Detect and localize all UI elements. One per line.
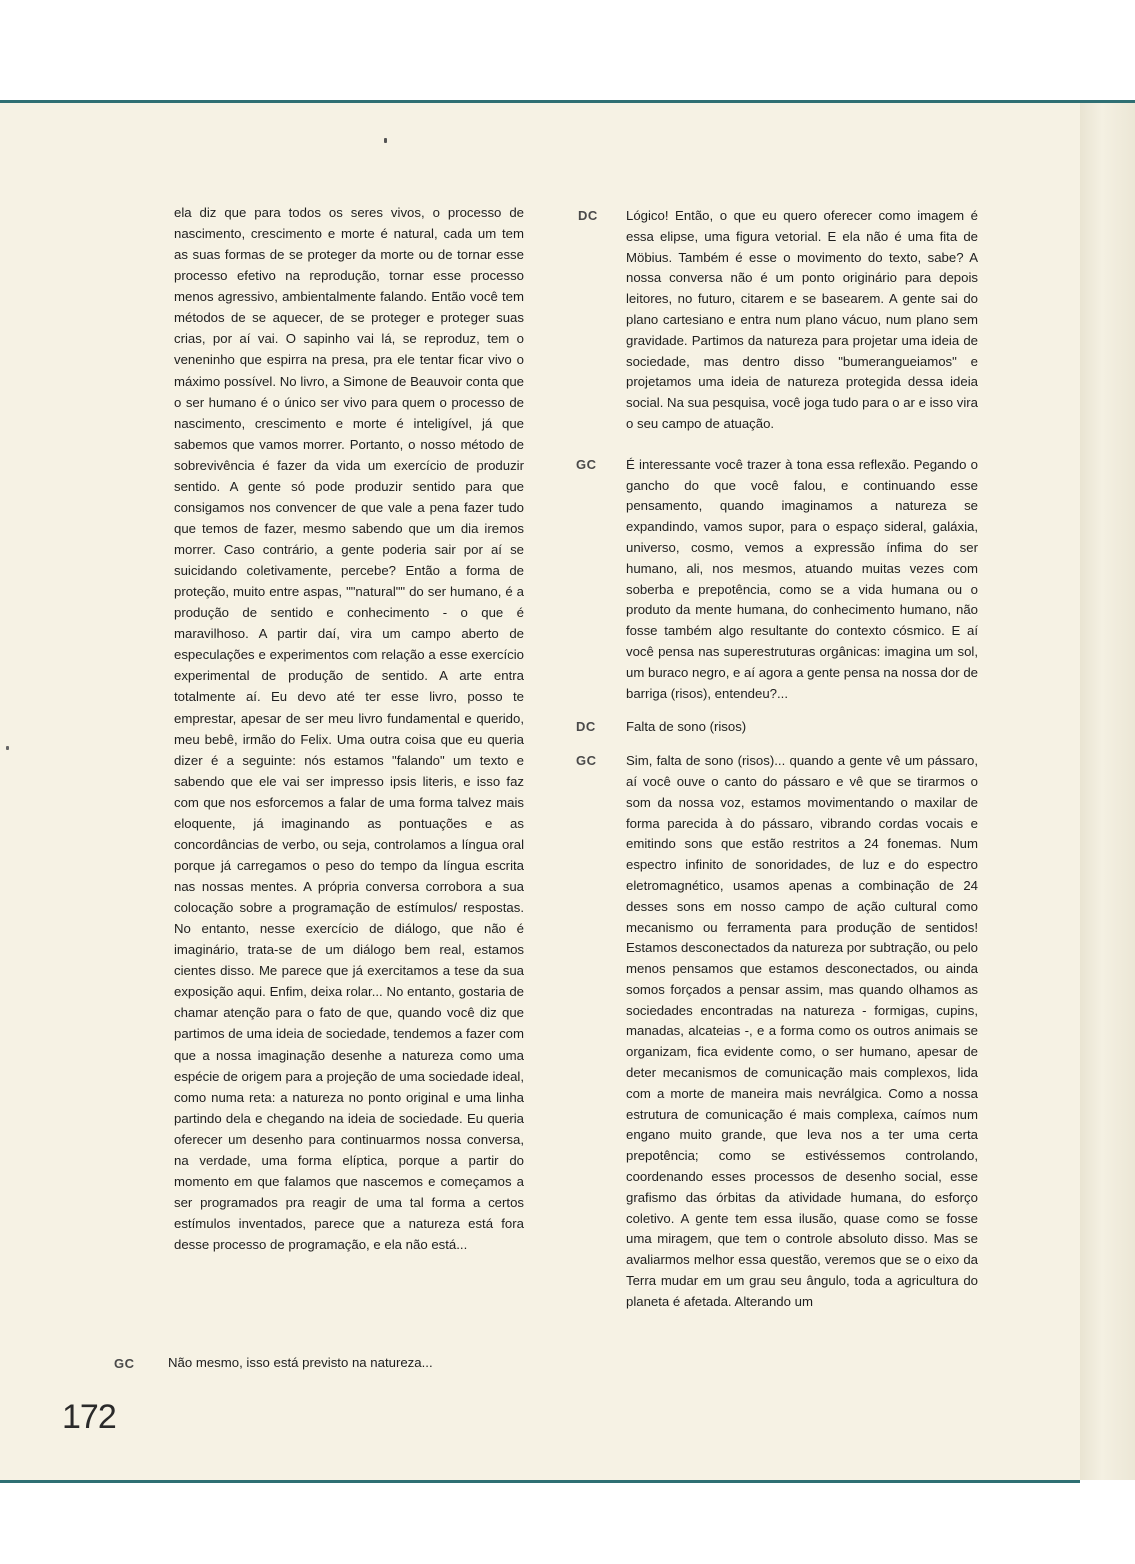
dialogue-text: Falta de sono (risos) <box>626 719 747 735</box>
page-number: 172 <box>62 1398 116 1436</box>
dialogue-text: Lógico! Então, o que eu quero oferecer como imagem é essa elipse, uma figura vetorial. E ela não é uma fita de Möbius. Também é esse o movimento do texto, sabe? A nossa conversa não é um ponto originário para depois leitores, no futuro, citarem e se basearem. A gente sai do plano cartesiano e entra num plano vácuo, num plano sem gravidade. Partimos da natureza para projetar uma ideia de sociedade, mas dentro disso "bumerangueiamos" e projetamos uma ideia de natureza protegida dessa ideia social. Na sua pesquisa, você joga tudo para o ar e isso vira o seu campo de atuação. <box>626 208 978 431</box>
speaker-label: DC <box>578 208 598 223</box>
bottom-rule <box>0 1480 1080 1483</box>
speaker-label: GC <box>576 753 597 768</box>
print-speck <box>6 746 9 750</box>
right-column <box>626 206 978 1333</box>
dialogue-block <box>626 751 978 1313</box>
print-speck <box>384 138 387 143</box>
left-final-line: Não mesmo, isso está previsto na natureza... <box>168 1355 433 1370</box>
dialogue-block <box>626 206 978 435</box>
dialogue-text: Sim, falta de sono (risos)... quando a gente vê um pássaro, aí você ouve o canto do pássaro e vê que se tirarmos o som da nossa voz, estamos movimentando o maxilar de forma parecida à do pássaro, vibrando cordas vocais e emitindo sons que estão restritos a 24 fonemas. Num espectro infinito de sonoridades, de luz e do espectro eletromagnético, usamos apenas a combinação de 24 desses sons em nosso campo de ação cultural como mecanismo ou ferramenta para produção de sentidos! Estamos desconectados da natureza por subtração, ou pelo menos pensamos que estamos desconectados, ou ainda somos forçados a pensar assim, mas quando olhamos as sociedades encontradas na natureza - formigas, cupins, manadas, alcateias -, e a forma como os outros animais se organizam, fica evidente como, o ser humano, apesar de deter mecanismos de comunicação mais complexos, lida com a morte de maneira mais nevrálgica. Como a nossa estrutura de comunicação é mais complexa, caímos num engano muito grande, que leva nos a ter uma certa prepotência; como se estivéssemos controlando, coordenando esses processos de desenho social, esse grafismo das órbitas da atividade humana, do esforço coletivo. A gente tem essa ilusão, quase como se fosse uma miragem, que tem o controle absoluto disso. Mas se avaliarmos melhor essa questão, veremos que se o eixo da Terra mudar em um grau seu ângulo, toda a agricultura do planeta é afetada. Alterando um <box>626 753 978 1309</box>
page-edge <box>1080 103 1135 1480</box>
dialogue-block <box>626 717 978 738</box>
speaker-label: GC <box>576 457 597 472</box>
speaker-label: GC <box>114 1356 135 1371</box>
speaker-label: DC <box>576 719 596 734</box>
left-column-text: ela diz que para todos os seres vivos, o processo de nascimento, crescimento e morte é natural, cada um tem as suas formas de se proteger da morte ou de tornar esse processo efetivo na reprodução, tornar esse processo menos agressivo, ambientalmente falando. Então você tem métodos de se aquecer, de se proteger e proteger suas crias, por aí vai. O sapinho vai lá, se reproduz, tem o veneninho que espirra na presa, pra ele tentar ficar vivo o máximo possível. No livro, a Simone de Beauvoir conta que o ser humano é o único ser vivo para quem o processo de nascimento, crescimento e morte é inteligível, já que sabemos que vamos morrer. Portanto, o nosso método de sobrevivência é fazer da vida um exercício de produzir sentido. A gente só pode produzir sentido para que consigamos nos convencer de que vale a pena fazer tudo que temos de fazer, mesmo sabendo que um dia iremos morrer. Caso contrário, a gente poderia sair por aí se suicidando coletivamente, percebe? Então a forma de proteção, muito entre aspas, ""natural"" do ser humano, é a produção de sentido e conhecimento - o que é maravilhoso. A partir daí, vira um campo aberto de especulações e experimentos com relação a esse exercício experimental de produção de sentido. A arte entra totalmente aí. Eu devo até ter esse livro, posso te emprestar, apesar de ser meu livro fundamental e querido, meu bebê, irmão do Felix. Uma outra coisa que eu queria dizer é a seguinte: nós estamos "falando" um texto e sabendo que ele vai ser impresso ipsis literis, e isso faz com que nos esforcemos a falar de uma forma talvez mais eloquente, já imaginando as pontuações e as concordâncias de verbo, ou seja, controlamos a língua oral porque já carregamos o peso do tempo da língua escrita nas nossas mentes. A própria conversa corrobora a sua colocação sobre a programação de estímulos/ respostas. No entanto, nesse exercício de diálogo, que não é imaginário, trata-se de um diálogo bem real, estamos cientes disso. Me parece que já exercitamos a tese da sua exposição aqui. Enfim, deixa rolar... No entanto, gostaria de chamar atenção para o fato de que, quando você diz que partimos de uma ideia de sociedade, tendemos a fazer com que a nossa imaginação desenhe a natureza como uma espécie de origem para a projeção de uma sociedade ideal, como numa reta: a natureza no ponto original e uma linha partindo dela e chegando na ideia de sociedade. Eu queria oferecer um desenho para continuarmos nossa conversa, na verdade, uma forma elíptica, porque a partir do momento em que falamos que nascemos e começamos a ser programados pra reagir de uma tal forma a certos estímulos inventados, parece que a natureza está fora desse processo de programação, e ela não está... <box>174 205 524 1253</box>
left-column <box>174 202 524 1255</box>
dialogue-text: É interessante você trazer à tona essa reflexão. Pegando o gancho do que você falou, e continuando esse pensamento, quando imaginamos a natureza se expandindo, vamos supor, para o espaço sideral, galáxia, universo, cosmo, vemos a expressão ínfima do ser humano, ali, nos mesmos, atuando muitas vezes com soberba e prepotência, como se a vida humana ou o produto da mente humana, do conhecimento humano, não fosse também algo resultante do contexto cósmico. E aí você pensa nas superestruturas orgânicas: imagina um sol, um buraco negro, e aí agora a gente pensa na nossa dor de barriga (risos), entendeu?... <box>626 456 978 701</box>
dialogue-block <box>626 455 978 705</box>
